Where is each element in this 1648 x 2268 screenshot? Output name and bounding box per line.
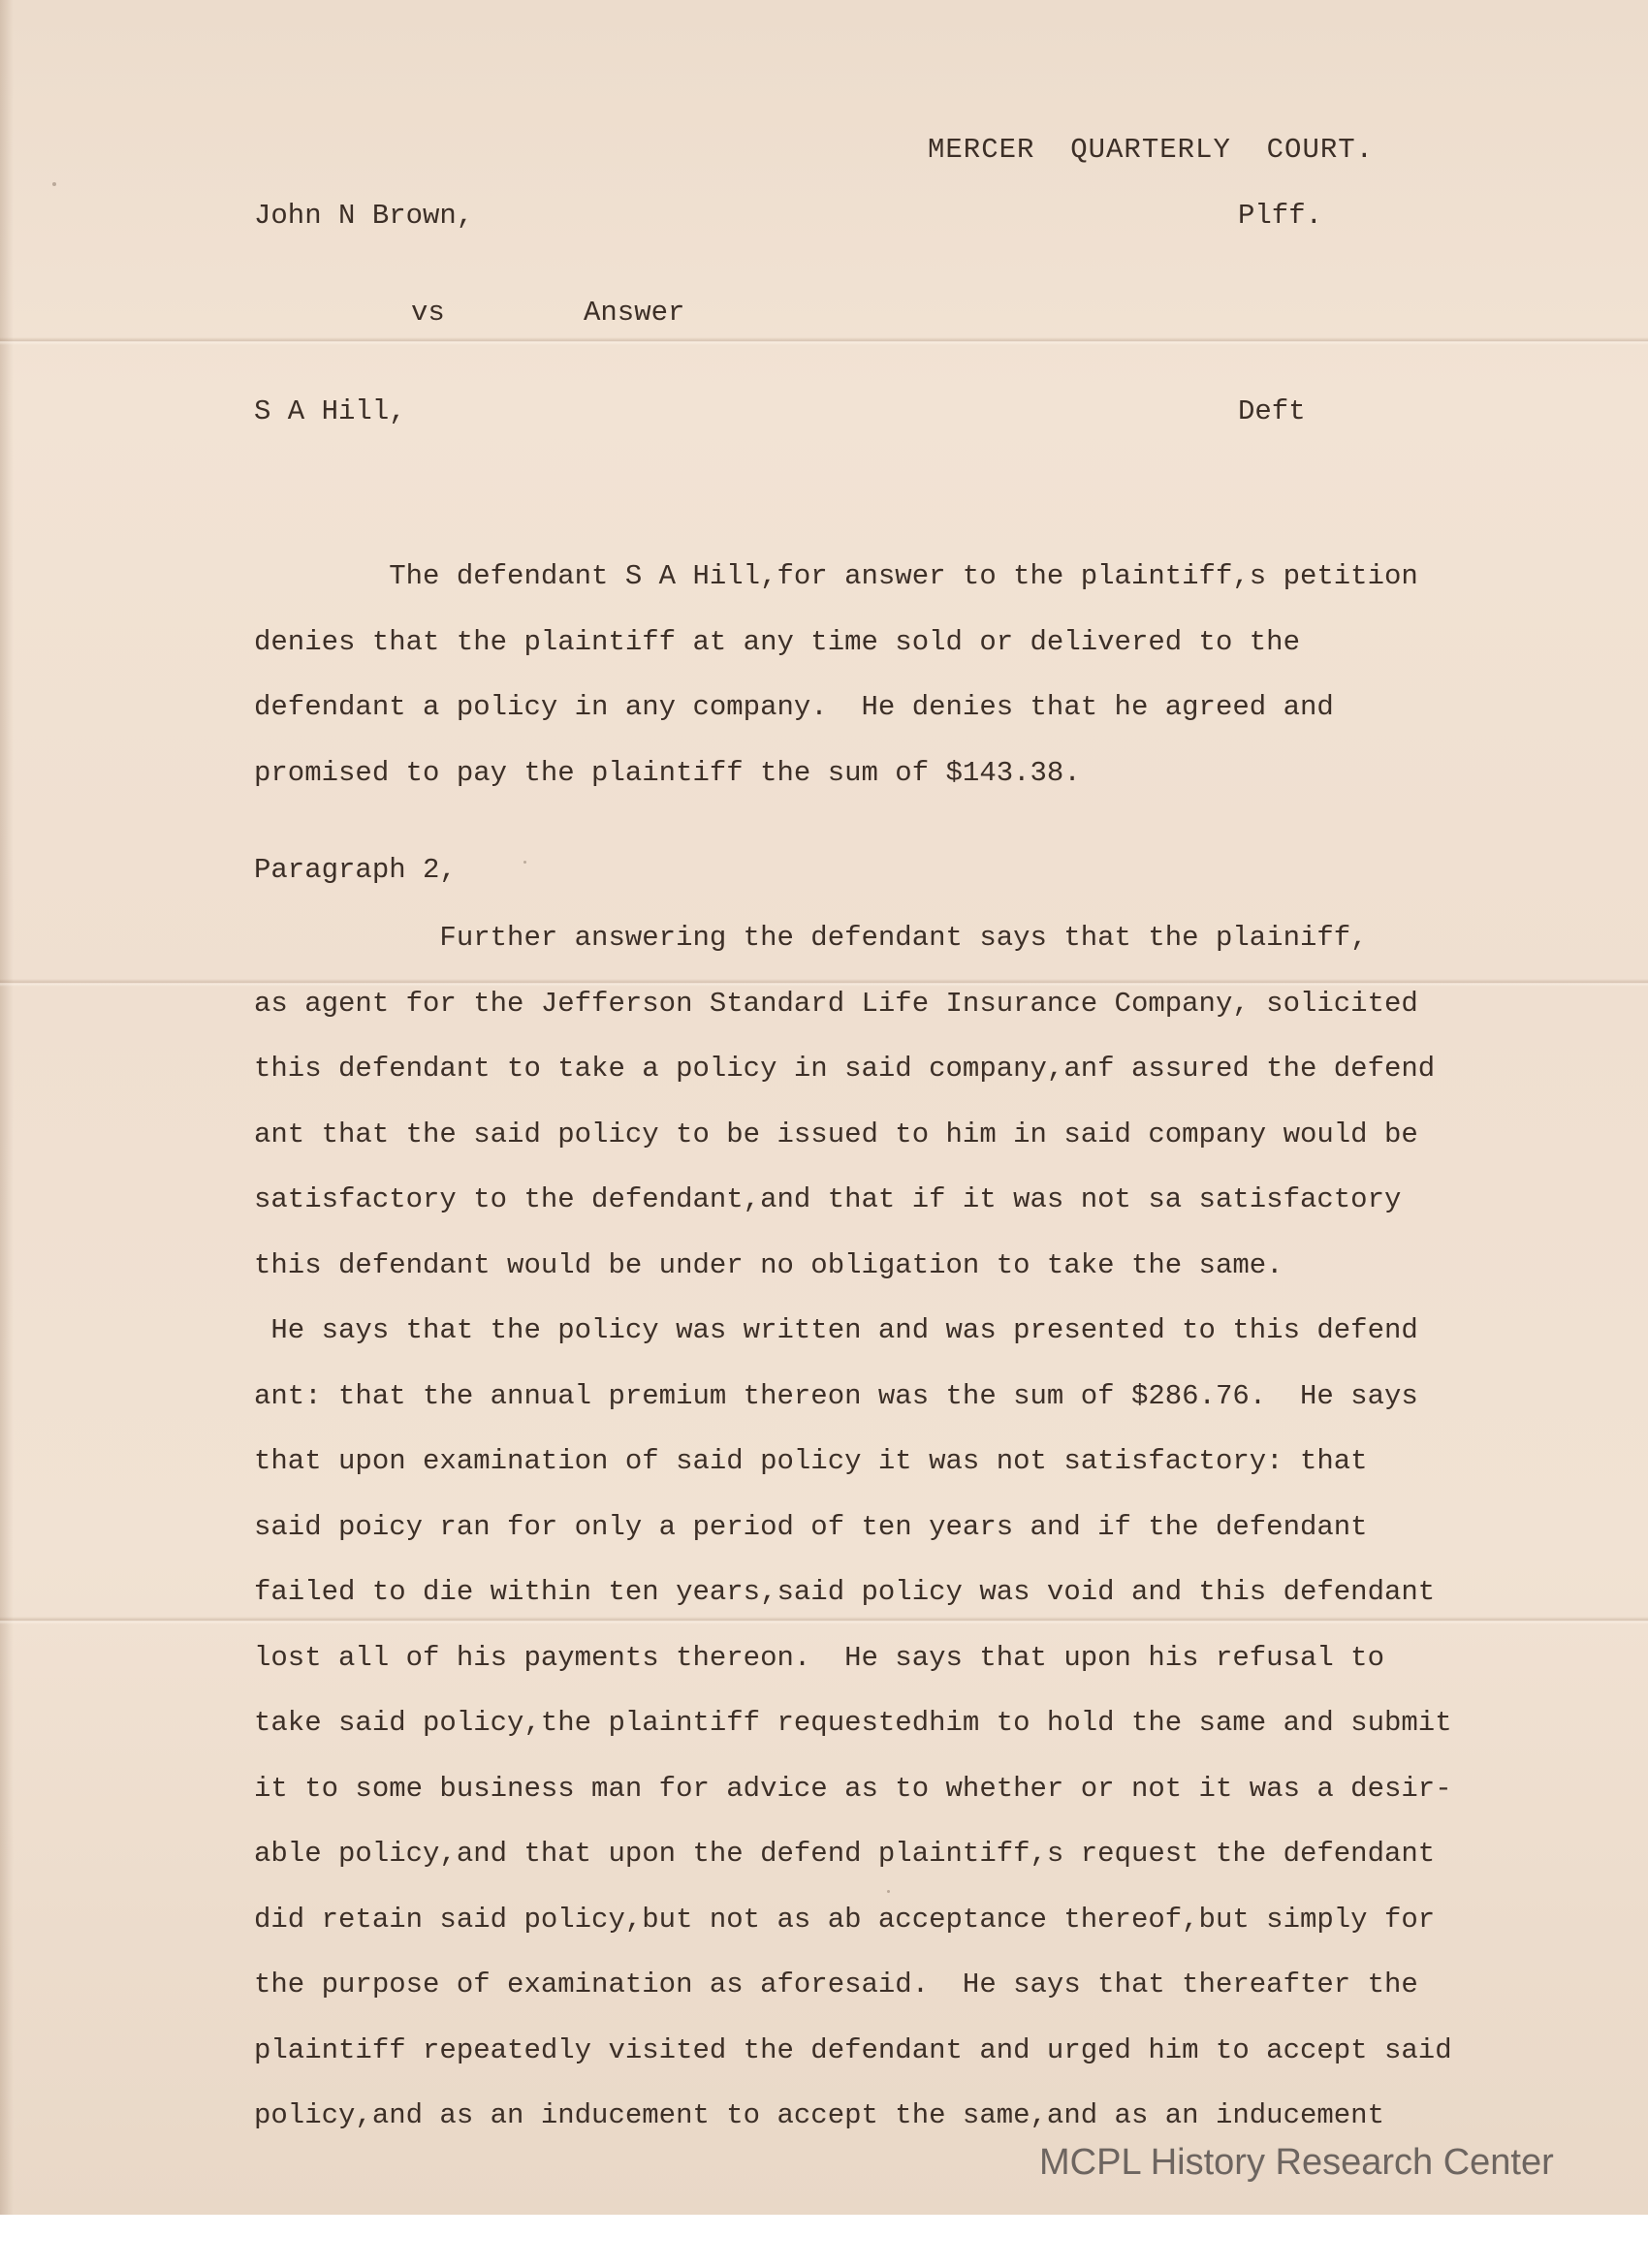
paper-speck (523, 861, 526, 864)
text-line: that upon examination of said policy it was not satisfactory: that (254, 1445, 1368, 1477)
text-line: this defendant to take a policy in said company,anf assured the defend (254, 1053, 1436, 1085)
text-line: lost all of his payments thereon. He says that upon his refusal to (254, 1641, 1384, 1674)
paragraph-2 (254, 924, 1452, 2167)
text-line: ant that the said policy to be issued to him in said company would be (254, 1118, 1418, 1150)
paper-fold (0, 337, 1648, 345)
text-line: it to some business man for advice as to whether or not it was a desir- (254, 1772, 1452, 1805)
text-line: plaintiff repeatedly visited the defendant and urged him to accept said (254, 2033, 1452, 2066)
plaintiff-name: John N Brown, (254, 200, 474, 232)
text-line: defendant a policy in any company. He denies that he agreed and (254, 691, 1334, 723)
text-line: The defendant S A Hill,for answer to the plaintiff,s petition (254, 560, 1418, 592)
text-line: as agent for the Jefferson Standard Life Insurance Company, solicited (254, 987, 1418, 1020)
text-line: able policy,and that upon the defend plaintiff,s request the defendant (254, 1838, 1436, 1870)
text-line: policy,and as an inducement to accept the same,and as an inducement (254, 2099, 1384, 2131)
text-line: failed to die within ten years,said policy was void and this defendant (254, 1576, 1436, 1608)
versus-label: vs (411, 297, 445, 329)
text-line: Further answering the defendant says that the plainiff, (254, 922, 1368, 954)
text-line: He says that the policy was written and was presented to this defend (254, 1314, 1418, 1346)
text-line: did retain said policy,but not as ab acceptance thereof,but simply for (254, 1903, 1436, 1936)
page-edge-shadow (0, 0, 14, 2215)
text-line: promised to pay the plaintiff the sum of $143.38. (254, 756, 1081, 789)
text-line: this defendant would be under no obligation to take the same. (254, 1248, 1284, 1281)
defendant-name: S A Hill, (254, 395, 406, 427)
text-line: ant: that the annual premium thereon was the sum of $286.76. He says (254, 1379, 1418, 1412)
text-line: take said policy,the plaintiff requestedhim to hold the same and submit (254, 1707, 1452, 1739)
paragraph-2-label: Paragraph 2, (254, 854, 457, 886)
text-line: satisfactory to the defendant,and that if it was not sa satisfactory (254, 1183, 1402, 1215)
plaintiff-role: Plff. (1238, 200, 1323, 232)
archive-watermark: MCPL History Research Center (1039, 2142, 1554, 2183)
text-line: said poicy ran for only a period of ten years and if the defendant (254, 1510, 1368, 1543)
text-line: the purpose of examination as aforesaid. He says that thereafter the (254, 1969, 1418, 2000)
paragraph-1 (254, 562, 1418, 824)
paper-speck (52, 182, 56, 186)
document-type: Answer (584, 297, 685, 329)
text-line: denies that the plaintiff at any time sold or delivered to the (254, 625, 1300, 658)
court-heading: MERCER QUARTERLY COURT. (928, 134, 1375, 166)
defendant-role: Deft (1238, 395, 1306, 427)
